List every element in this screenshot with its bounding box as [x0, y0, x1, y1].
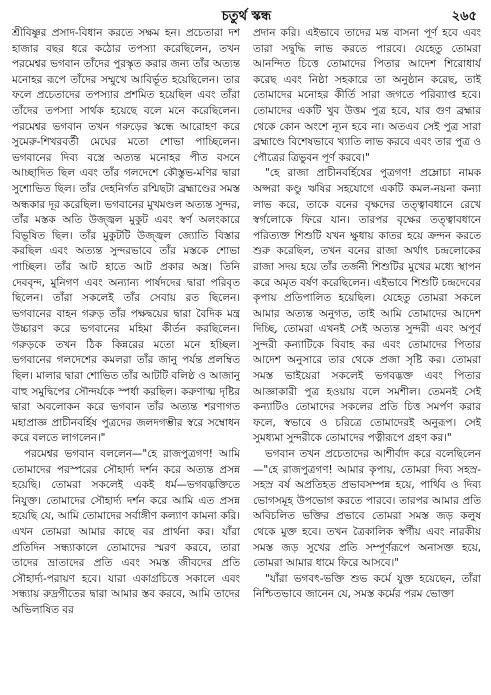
chapter-title: চতুর্থ স্কন্ধ	[221, 9, 272, 24]
paragraph: "হে রাজা প্রাচীনবর্হিষের পুত্রগণ! প্রম্লোচা নামক অপ্সরা কণ্ডু ঋষির সহযোগে একটি কমল-নয়না কন্যা লাভ করে, তাকে বনের বৃক্ষদের তত্ত্বাবধানে রেখে স্বর্গলোকে ফিরে যান। তারপর বৃক্ষের তত্ত্বাবধানে পরিত্যক্ত শিশুটি যখন ক্ষুধায় কাতর হয়ে ক্রন্দন করতে শুরু করেছিল, তখন বনের রাজা অর্থাৎ চন্দ্রলোকের রাজা সদয় হয়ে তাঁর তর্জনী শিশুটির মুখের মধ্যে স্থাপন করে অমৃত বর্ষণ করেছিলেন। এইভাবে শিশুটি চন্দ্রদেবের কৃপায় প্রতিপালিত হয়েছিল। যেহেতু তোমরা সকলে আমার অত্যন্ত অনুগত, তাই আমি তোমাদের আদেশ দিচ্ছি, তোমরা এখনই সেই অত্যন্ত সুন্দরী এবং অপূর্ব সুন্দরী কন্যাটিকে বিবাহ কর এবং তোমাদের পিতার আদেশ অনুসারে তার থেকে প্রজা সৃষ্টি কর। তোমরা সমস্ত ভাইয়েরা সকলেই ভগবদ্ভক্ত এবং পিতার আজ্ঞাকারী পুত্র হওয়ায় বলে সমশীল। তেমনই সেই কন্যাটিও তোমাদের সকলের প্রতি চিত্ত সমর্পণ করার ফলে, স্বভাবে ও চরিত্রে তোমাদেরই অনুরূপ। সেই সুমধ্যমা সুন্দরীকে তোমাদের পত্নীরূপে গ্রহণ কর।"	[253, 167, 481, 445]
left-column	[12, 26, 240, 686]
page-number: ২৬৫	[451, 9, 477, 24]
paragraph: পরমেশ্বর ভগবান বললেন—"হে রাজপুত্রগণ! আমি তোমাদের পরস্পরের সৌহার্দ্য দর্শন করে অত্যন্ত প্রসন্ন হয়েছি। তোমরা সকলেই একই ধর্ম—ভগবদ্ভক্তিতে নিযুক্ত। তোমাদের সৌহার্দ্য দর্শন করে আমি এত প্রসন্ন হয়েছি যে, আমি তোমাদের সর্বাঙ্গীণ কল্যাণ কামনা করি। এখন তোমরা আমার কাছে বর প্রার্থনা কর। যাঁরা প্রতিদিন সন্ধ্যাকালে তোমাদের স্মরণ করবে, তারা তাদের ভ্রাতাদের প্রতি এবং সমস্ত জীবদের প্রতি সৌহার্দ্য-পরায়ণ হবে। যারা একাগ্রচিত্তে সকালে এবং সন্ধ্যায় রুদ্রগীতের দ্বারা আমার স্তব করবে, আমি তাদের অভিলাষিত বর	[12, 448, 240, 616]
right-column	[253, 26, 481, 686]
paragraph: ভগবান তখন প্রচেতাদের আশীর্বাদ করে বলেছিলেন—"হে রাজপুত্রগণ! আমার কৃপায়, তোমরা দিব্য সহস্র-সহস্র বর্ষ অপ্রতিহত প্রভাবসম্পন্ন হয়ে, পার্থিব ও দিব্য ভোগসমূহ উপভোগ করতে পারবে। তারপর আমার প্রতি অবিচলিত ভক্তির প্রভাবে তোমরা সমস্ত জড় কলুষ থেকে মুক্ত হবে। তখন ত্রৈকালিক স্বর্গীয় এবং নারকীয় সমস্ত জড় সুখের প্রতি সম্পূর্ণরূপে অনাসক্ত হয়ে, তোমরা আমার ধামে ফিরে আসবে।"	[253, 448, 481, 570]
paragraph: প্রদান করি। এইভাবে তাদের মন্ত বাসনা পূর্ণ হবে এবং তারা সদ্বুদ্ধি লাভ করতে পারবে। যেহেতু তোমরা আনন্দিত চিত্তে তোমাদের পিতার আদেশ শিরোধার্য করেছ এবং নিষ্ঠা সহকারে তা অনুষ্ঠান করেছ, তাই তোমাদের মনোহর কীর্তি সারা জগতে পরিব্যাপ্ত হবে। তোমাদের একটি খুব উত্তম পুত্র হবে, যার গুণ ব্রহ্মার থেকে কোন অংশে ন্যূন হবে না। অতএব সেই পুত্র সারা ব্রহ্মাণ্ডে বিশেষভাবে খ্যাতি লাভ করবে এবং তার পুত্র ও পৌত্রের ত্রিভুবন পূর্ণ করবে।"	[253, 27, 481, 164]
paragraph: শ্রীবিষ্ণুর প্রসাদ-বিধান করতে সক্ষম হন। প্রচেতারা দশ হাজার বছর ধরে কঠোর তপস্যা করেছিলেন, তখন পরমেশ্বর ভগবান তাঁদের পুরস্কৃত করার জন্য তাঁর অত্যন্ত মনোহর রূপে তাঁদের সম্মুখে আবির্ভূত হয়েছিলেন। তার ফলে প্রচেতাদের তপস্যার প্রশমিত হয়েছিল এবং তাঁরা তাঁদের তপস্যা সার্থক হয়েছে বলে মনে করেছিলেন। পরমেশ্বর ভগবান তখন গরুড়ের স্কন্ধে আরোহণ করে সুমেরু-শিখরবর্তী মেঘের মতো শোভা পাচ্ছিলেন। ভগবানের দিব্য বস্ত্রে অত্যন্ত মনোহর পীত বসনে আচ্ছাদিত ছিল এবং তাঁর গলদেশে কৌস্তুভ-মণির দ্বারা সুশোভিত ছিল। তাঁর দেহনির্গত রশ্মিছটা ব্রহ্মাণ্ডের সমস্ত অন্ধকার দূর করেছিল। ভগবানের মুখমণ্ডল অত্যন্ত সুন্দর, তাঁর মস্তক অতি উজ্জ্বল মুকুট এবং স্বর্ণ অলংকারে বিভূষিত ছিল। তাঁর মুকুটটি উজ্জ্বল জ্যোতি বিস্তার করছিল এবং অত্যন্ত সুন্দরভাবে তাঁর মস্তকে শোভা পাচ্ছিল। তাঁর আট হাতে আট প্রকার অস্ত্র। তিনি দেববৃন্দ, মুনিগণ এবং অন্যান্য পার্ষদদের দ্বারা পরিবৃত ছিলেন। তাঁরা সকলেই তাঁর সেবায় রত ছিলেন। ভগবানের বাহন গরুড় তাঁর পক্ষদ্বয়ের দ্বারা বৈদিক মন্ত্র উচ্চারণ করে ভগবানের মহিমা কীর্তন করছিলেন। গরুড়কে তখন ঠিক কিন্নরের মতো মনে হচ্ছিল। ভগবানের গলদেশের কমলরা তাঁর জানু পর্যন্ত প্রলম্বিত ছিল। মালার দ্বারা শোভিত তাঁর আটটি বলিষ্ঠ ও আজানু বাহু সমুদ্বিপের সৌন্দর্যকে স্পর্ধা করছিল। করুণাত্ম দৃষ্টির দ্বারা অবলোকন করে ভগবান তাঁর অত্যন্ত শরণাগত মহাপ্রাজ্ঞ প্রাচীনবর্হিষ পুত্রদের জলদগম্ভীর স্বরে সম্বোধন করে বলতে লাগলেন।"	[12, 27, 240, 445]
text-columns	[12, 26, 481, 686]
paragraph: "যাঁরা ভগবৎ-ভক্তি শুভ কর্মে যুক্ত হয়েছেন, তাঁরা নিশ্চিতভাবে জানেন যে, সমস্ত কর্মের পরম ভোক্তা	[253, 572, 481, 601]
page-header	[12, 4, 481, 26]
